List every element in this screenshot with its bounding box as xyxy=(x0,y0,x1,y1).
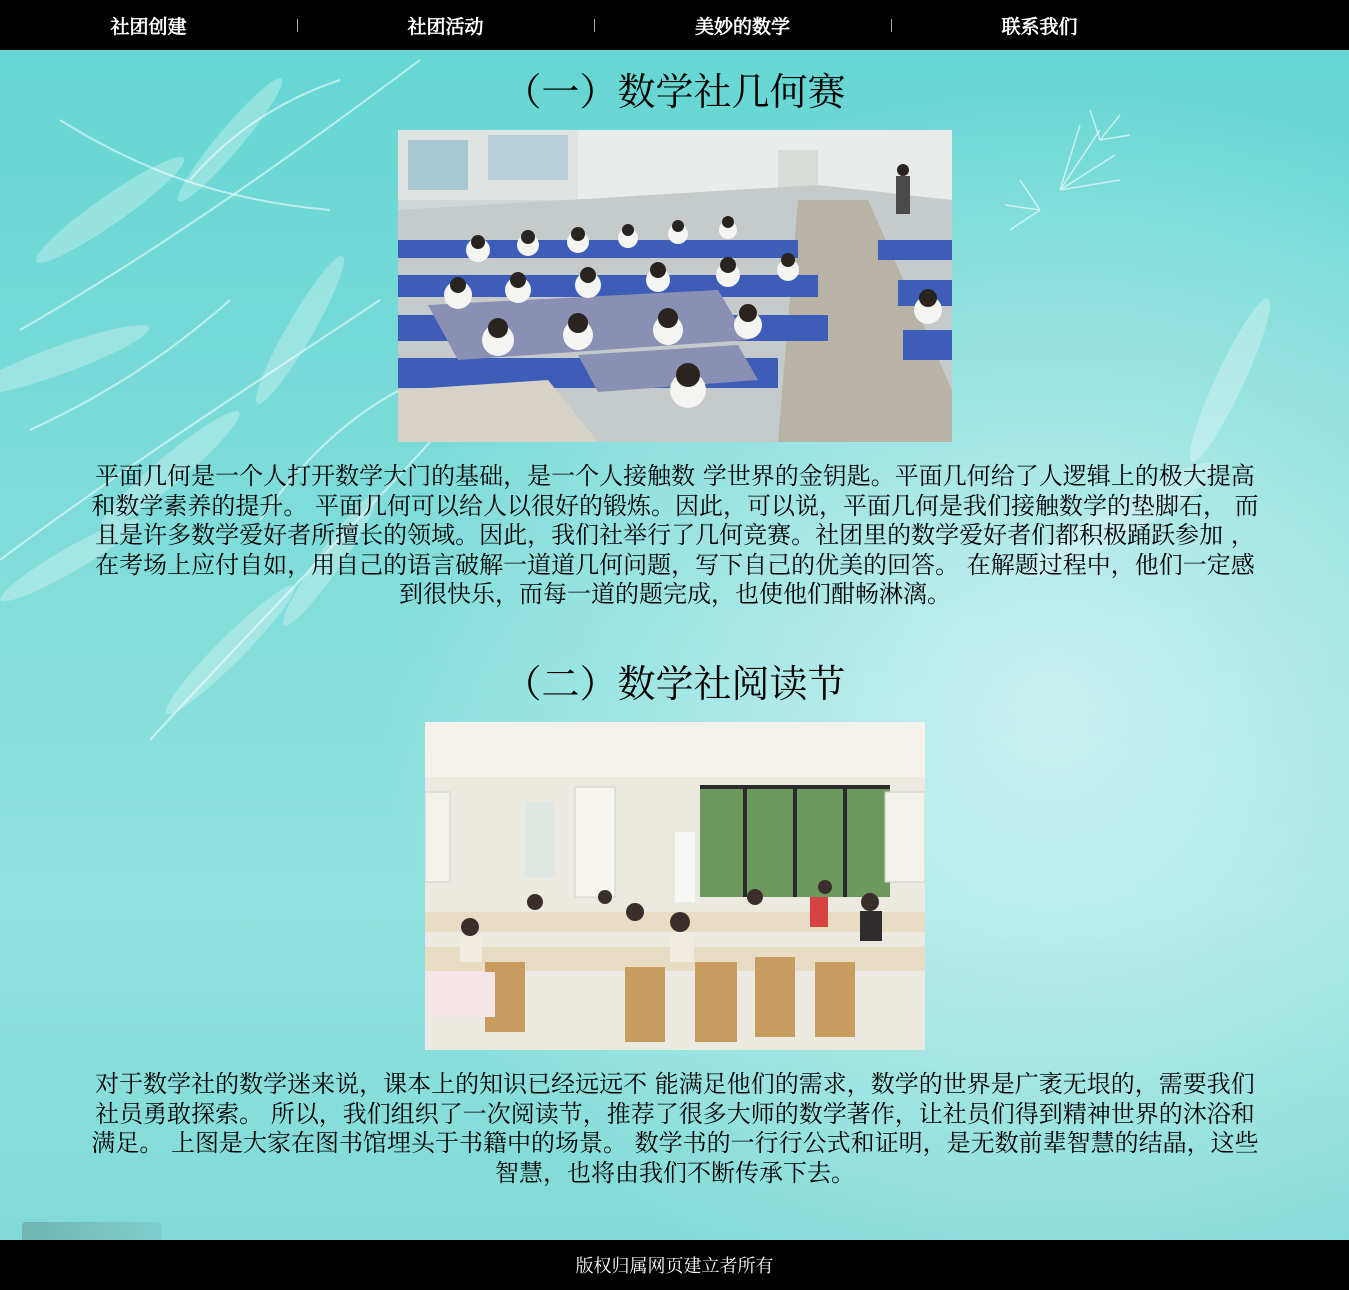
reading-festival-photo xyxy=(425,722,925,1050)
footer xyxy=(0,1240,1349,1290)
nav-item-beautiful-math[interactable]: 美妙的数学 xyxy=(594,0,891,50)
reading-paragraph: 对于数学社的数学迷来说，课本上的知识已经远远不 能满足他们的需求，数学的世界是广袤无垠的，需要我们社员勇敢探索。 所以，我们组织了一次阅读节，推荐了很多大师的数学著作，让社员们得到精神世界的沐浴和满足。 上图是大家在图书馆埋头于书籍中的场景。 数学书的一行行公式和证明，是无数前辈智慧的结晶，这些智慧，也将由我们不断传承下去。 xyxy=(91,1070,1259,1187)
copyright-text: 版权归属网页建立者所有 xyxy=(575,1256,774,1277)
section-title-geometry: （一）数学社几何赛 xyxy=(503,70,846,114)
watermark-logo xyxy=(22,1222,162,1240)
nav-item-club-founding[interactable]: 社团创建 xyxy=(110,15,187,38)
section-title-reading: （二）数学社阅读节 xyxy=(503,662,846,706)
top-navigation xyxy=(0,0,1349,50)
nav-item-contact-us[interactable]: 联系我们 xyxy=(891,0,1188,50)
nav-item-club-activities[interactable]: 社团活动 xyxy=(297,0,594,50)
geometry-paragraph: 平面几何是一个人打开数学大门的基础，是一个人接触数 学世界的金钥匙。平面几何给了人逻辑上的极大提高和数学素养的提升。 平面几何可以给人以很好的锻炼。因此，可以说，平面几何是我们接触数学的垫脚石， 而且是许多数学爱好者所擅长的领域。因此，我们社举行了几何竞赛。社团里的数学爱好者们都积极踊跃参加 ，在考场上应付自如，用自己的语言破解一道道几何问题，写下自己的优美的回答。 在解题过程中，他们一定感到很快乐，而每一道的题完成，也使他们酣畅淋漓。 xyxy=(91,462,1259,609)
geometry-competition-photo xyxy=(398,130,952,442)
